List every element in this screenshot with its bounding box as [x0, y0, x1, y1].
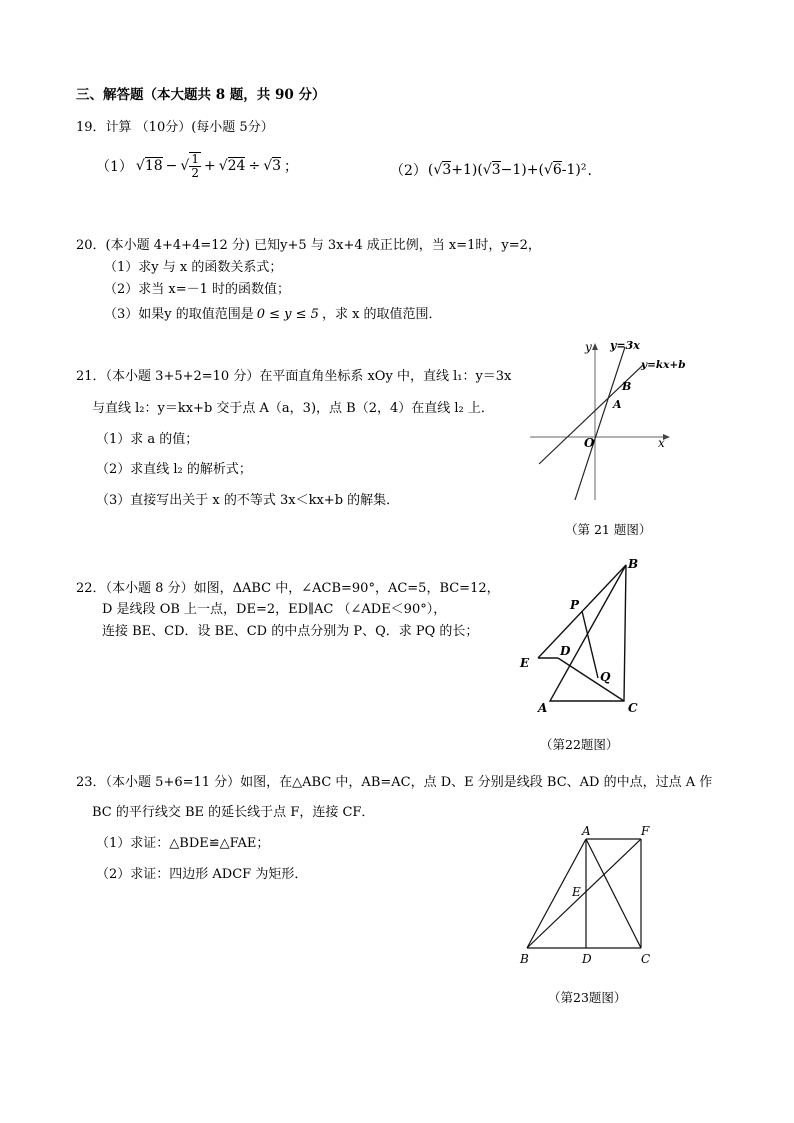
label-x: x [658, 436, 665, 450]
q21-item-3: （3）直接写出关于 x 的不等式 3x＜kx+b 的解集． [96, 493, 400, 508]
q20-item-2: （2）求当 x=－1 时的函数值； [104, 282, 291, 297]
segment-dc [558, 658, 624, 701]
label-f: F [641, 824, 650, 838]
label-b: B [628, 557, 639, 571]
q23-heading: 23．（本小题 5+6=11 分）如图，在△ABC 中，AB=AC，点 D、E 分别是线段 BC、AD 的中点，过点 A 作 [76, 775, 713, 790]
label-d: D [582, 952, 592, 966]
q21-figure [525, 335, 700, 510]
label-line-l2: y=kx+b [641, 359, 686, 371]
q19-part2-label: （2） [390, 163, 427, 179]
label-e: E [520, 656, 530, 670]
q22-line-1: D 是线段 OB 上一点，DE=2，ED∥AC （∠ADE＜90°）， [102, 602, 447, 617]
q21-item-1: （1）求 a 的值； [96, 432, 199, 447]
label-q: Q [600, 670, 611, 684]
q19-part2: （2） (√3+1)(√3−1)+(√6-1)² ． [390, 162, 602, 179]
q20-item-3: （3）如果y 的取值范围是 0 ≤ y ≤ 5 ，求 x 的取值范围． [104, 307, 442, 322]
q22-caption: （第22题图） [540, 737, 619, 752]
q23-line-0: BC 的平行线交 BE 的延长线于点 F，连接 CF． [92, 805, 375, 820]
label-p: P [570, 598, 580, 612]
label-e: E [572, 885, 581, 899]
label-a: A [582, 824, 591, 838]
label-d: D [560, 644, 571, 658]
sqrt-18: √18 [135, 158, 163, 174]
q23-caption: （第23题图） [548, 990, 627, 1005]
q20-item-1: （1）求y 与 x 的函数关系式； [104, 260, 283, 275]
q21-heading: 21．（本小题 3+5+2=10 分）在平面直角坐标系 xOy 中，直线 l₁：y＝3x [76, 369, 512, 384]
label-a: A [538, 701, 548, 715]
segment-bf [527, 839, 641, 948]
label-y: y [585, 340, 592, 354]
q22-line-2: 连接 BE、CD．设 BE、CD 的中点分别为 P、Q．求 PQ 的长； [102, 624, 479, 639]
y-axis-arrow-icon [592, 343, 598, 350]
sqrt-half: √ $\frac{1}{2}$ [180, 152, 199, 180]
q22-heading: 22．（本小题 8 分）如图，ΔABC 中，∠ACB=90°，AC=5，BC=12， [76, 581, 500, 596]
label-line-l1: y=3x [610, 339, 640, 352]
segment-pq [582, 611, 598, 678]
q23-item-2: （2）求证：四边形 ADCF 为矩形． [96, 867, 308, 882]
sqrt-24: √24 [218, 158, 246, 174]
q19-part1-label: （1） [96, 159, 133, 175]
label-c: C [641, 952, 651, 966]
q21-caption: （第 21 题图） [565, 522, 652, 537]
q23-figure [510, 820, 670, 970]
q20-heading: 20．(本小题 4+4+4=12 分) 已知y+5 与 3x+4 成正比例，当 x=1时，y=2， [76, 238, 541, 253]
label-b: B [520, 952, 529, 966]
sqrt-3: √3 [263, 158, 282, 174]
line-l1 [575, 347, 625, 500]
label-origin: O [584, 436, 595, 450]
segment-ac [586, 839, 641, 948]
label-b: B [622, 380, 632, 393]
q22-figure [510, 555, 660, 720]
q21-item-2: （2）求直线 l₂ 的解析式； [96, 462, 252, 477]
q19-part1: （1） √18 − √ $\frac{1}{2}$ + √24 ÷ √3 ； [96, 152, 299, 180]
label-a: A [613, 398, 622, 411]
section-title: 三、解答题（本大题共 8 题，共 90 分） [76, 87, 326, 103]
q23-item-1: （1）求证：△BDE≌△FAE； [96, 836, 270, 851]
q21-line-intersection: 与直线 l₂：y＝kx+b 交于点 A（a，3)，点 B（2，4）在直线 l₂ 上． [92, 401, 494, 416]
label-c: C [628, 701, 638, 715]
q19-heading: 19．计算 （10分）(每小题 5分） [76, 120, 274, 135]
